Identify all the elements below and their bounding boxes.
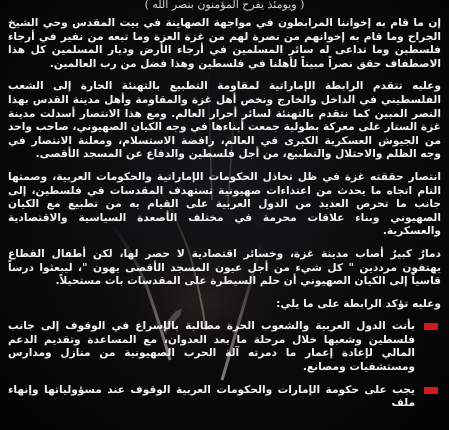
statement-body: [8, 0, 441, 430]
bullet-item: [8, 320, 441, 374]
paragraph-victory: انتصار حققته غزة في ظل تخاذل الحكومات الإماراتية والحكومات العربية، وصمتها التام اتجاه ما يحدث من اعتداءات صهيونية تستهدف المقدسات في فلسطين، إلى جانب ما تحرص العديد من الدول العربية على القيام به من تطبيع مع الكيان الصهيوني وبناء علاقات محرمة في مختلف الأصعدة السياسية والاقتصادية والعسكرية.: [8, 170, 441, 238]
paragraph-congratulations: وعليه تتقدم الرابطة الإماراتية لمقاومة التطبيع بالتهنئة الحارة إلى الشعب الفلسطيني في الداخل والخارج ونخص أهل غزة والمقاومة وأهل مدينة القدس بهذا النصر المبين كما نتقدم بالتهنئة لسائر أحرار العالم. ومع هذا الانتصار أسدلت مدينة غزة الستار على معركة بطولية جمعت أبناءها في وجه الكيان الصهيوني، صاحب واحد من الجيوش العسكرية الكبرى في العالم، رافضة الاستسلام، ومعلنة الانتصار في وجه الظلم والاحتلال والتطبيع، من أجل فلسطين والدفاع عن المسجد الأقصى.: [8, 80, 441, 161]
quran-verse: ( ويومئذ يفرح المؤمنون بنصر الله ): [144, 0, 305, 11]
bullet-text: بأنت الدول العربية والشعوب الحرة مطالبة بالإسراع في الوقوف إلى جانب فلسطين وشعبها خلال مرحلة ما بعد العدوان، مع المساعدة وتقديم الدعم المالي لإعادة إعمار ما دمرته آلة الحرب الصهيونية من منازل ومدارس ومستشفيات ومصانع.: [8, 320, 415, 374]
paragraph-destruction: دمارٌ كبيرٌ أصاب مدينة غزة، وخسائر اقتصادية لا حصر لها، لكن أطفال القطاع يهتفون مرددين " كل شيء من أجل عيون المسجد الأقصى يهون "، ليبعثوا درساً قاسياً إلى الكيان الصهيوني أن حلم السيطرة على المقدسات بات مستحيلاً.: [8, 247, 441, 288]
paragraph-intro: إن ما قام به إخواننا المرابطون في مواجهة الصهاينة في بيت المقدس وحي الشيخ الجراح وما قام به إخوانهم من نصرة لهم من غزة العزة وما تبعه من نفير في أرجاء فلسطين وما تداعى له سائر المسلمين في أرجاء الأرض وديار المسلمين كل هذا الاصطفاف حقق نصراً مبيناً لأهلنا في فلسطين وهذا فضل من رب العالمين.: [8, 17, 441, 70]
bullet-item: [8, 384, 441, 411]
bullet-marker-icon: [424, 387, 438, 394]
bullet-text: يجب على حكومة الإمارات والحكومات العربية الوقوف عند مسؤولياتها وإنهاء ملف: [8, 383, 415, 410]
bullet-marker-icon: [424, 323, 438, 330]
paragraph-affirmation: وعليه تؤكد الرابطة على ما يلي:: [276, 297, 441, 310]
